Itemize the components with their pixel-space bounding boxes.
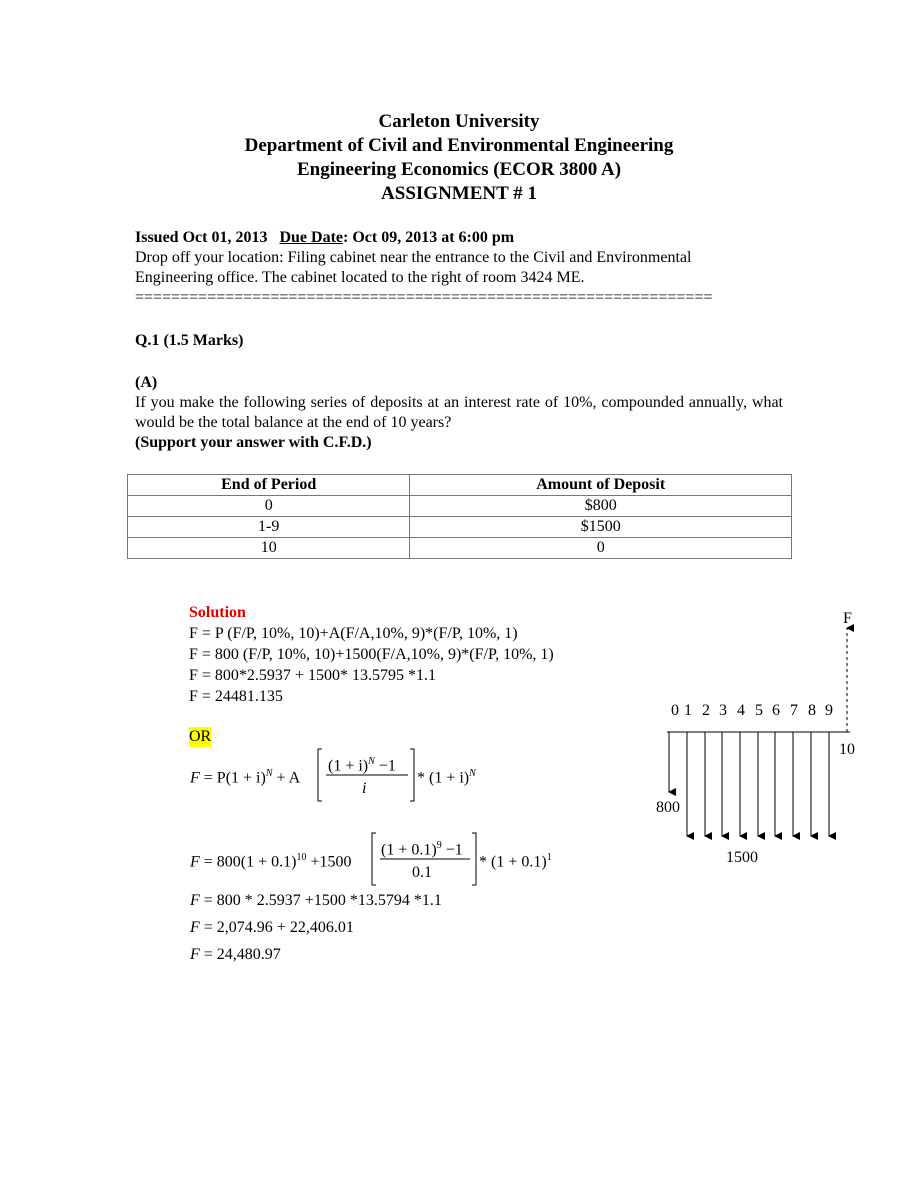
formula-num-base: (1 + 0.1) [381,841,437,859]
formula-num-exponent: N [368,756,375,767]
cash-flow-diagram [640,600,880,880]
question-part: (A) [135,374,158,391]
table-cell-period: 0 [128,496,410,517]
solution-line: F = 800*2.5937 + 1500* 13.5795 *1.1 [189,667,436,684]
due-date-value: : Oct 09, 2013 at 6:00 pm [343,229,515,246]
or-label: OR [189,728,212,745]
table-cell-amount: 0 [410,538,792,559]
formula-substituted [190,848,352,872]
cfd-period-label: 2 [702,702,710,719]
final-lhs: F [190,946,200,963]
formula-plus-a: +1500 [310,853,352,871]
table-header-row [128,475,792,496]
formula-plus-a: + A [276,769,301,787]
final-lhs: F [190,892,200,909]
formula-denominator: 0.1 [412,864,432,881]
formula-tail-base: * (1 + 0.1) [479,853,547,871]
question-text: If you make the following series of deposits at an interest rate of 10%, compounded annually, what would be the total balance at the end of 10 years? [135,394,783,431]
final-line [190,918,354,938]
cfd-initial-label: 800 [656,799,680,816]
formula-numerator [328,752,396,776]
table-header-period: End of Period [128,475,410,496]
table-row [128,517,792,538]
university-name: Carleton University [378,111,540,132]
issue-line [135,228,514,248]
final-rhs: = 24,480.97 [203,946,281,963]
final-line [190,891,442,911]
table-cell-period: 10 [128,538,410,559]
cfd-period-label: 1 [684,702,692,719]
cfd-period-label: 9 [825,702,833,719]
separator-line: ================================================================ [135,289,713,306]
final-rhs: = 2,074.96 + 22,406.01 [203,919,354,936]
cfd-period-label: 4 [737,702,745,719]
cfd-future-label: F [843,610,852,627]
cfd-period-label: 7 [790,702,798,719]
assignment-title: ASSIGNMENT # 1 [381,183,537,204]
formula-tail-exponent: 1 [546,852,552,863]
formula-num-minus: −1 [378,757,396,775]
dropoff-line-1: Drop off your location: Filing cabinet near the entrance to the Civil and Environmental [135,249,692,266]
deposit-table [127,474,792,559]
formula-p-term: = P(1 + i) [203,769,266,787]
table-header-amount: Amount of Deposit [410,475,792,496]
cfd-end-label: 10 [839,741,855,758]
formula-general [190,764,300,788]
formula-tail [479,848,552,872]
formula-numerator [381,836,463,860]
cfd-annuity-arrows [687,732,829,836]
formula-lhs: F [190,769,200,787]
formula-lhs: F [190,853,200,871]
formula-p-exponent: 10 [296,852,307,863]
final-lhs: F [190,919,200,936]
cfd-period-label: 0 [671,702,679,719]
formula-p-term: = 800(1 + 0.1) [203,853,297,871]
formula-tail-base: * (1 + i) [417,769,470,787]
formula-num-base: (1 + i) [328,757,369,775]
cfd-period-labels [671,702,833,719]
formula-p-exponent: N [265,768,273,779]
formula-tail [417,764,476,788]
formula-num-exponent: 9 [436,840,442,851]
cfd-period-label: 3 [719,702,727,719]
cfd-period-label: 8 [808,702,816,719]
solution-line: F = 24481.135 [189,688,283,705]
formula-denominator: i [362,780,367,797]
solution-label: Solution [189,604,246,621]
dropoff-line-2: Engineering office. The cabinet located to the right of room 3424 ME. [135,269,585,286]
formula-tail-exponent: N [469,768,476,779]
question-title: Q.1 (1.5 Marks) [135,332,244,349]
formula-num-minus: −1 [445,841,463,859]
cfd-period-label: 6 [772,702,780,719]
cfd-period-label: 5 [755,702,763,719]
table-cell-amount: $1500 [410,517,792,538]
question-support: (Support your answer with C.F.D.) [135,434,372,451]
table-cell-period: 1-9 [128,517,410,538]
final-rhs: = 800 * 2.5937 +1500 *13.5794 *1.1 [203,892,442,909]
cfd-annuity-label: 1500 [726,849,758,866]
department-name: Department of Civil and Environmental Engineering [244,135,674,156]
solution-line: F = P (F/P, 10%, 10)+A(F/A,10%, 9)*(F/P, 10%, 1) [189,625,518,642]
solution-line: F = 800 (F/P, 10%, 10)+1500(F/A,10%, 9)*(F/P, 10%, 1) [189,646,554,663]
table-row [128,538,792,559]
table-cell-amount: $800 [410,496,792,517]
issued-date: Issued Oct 01, 2013 [135,229,268,246]
final-line [190,945,281,965]
table-row [128,496,792,517]
due-date-label: Due Date [279,229,343,246]
course-name: Engineering Economics (ECOR 3800 A) [296,159,622,180]
